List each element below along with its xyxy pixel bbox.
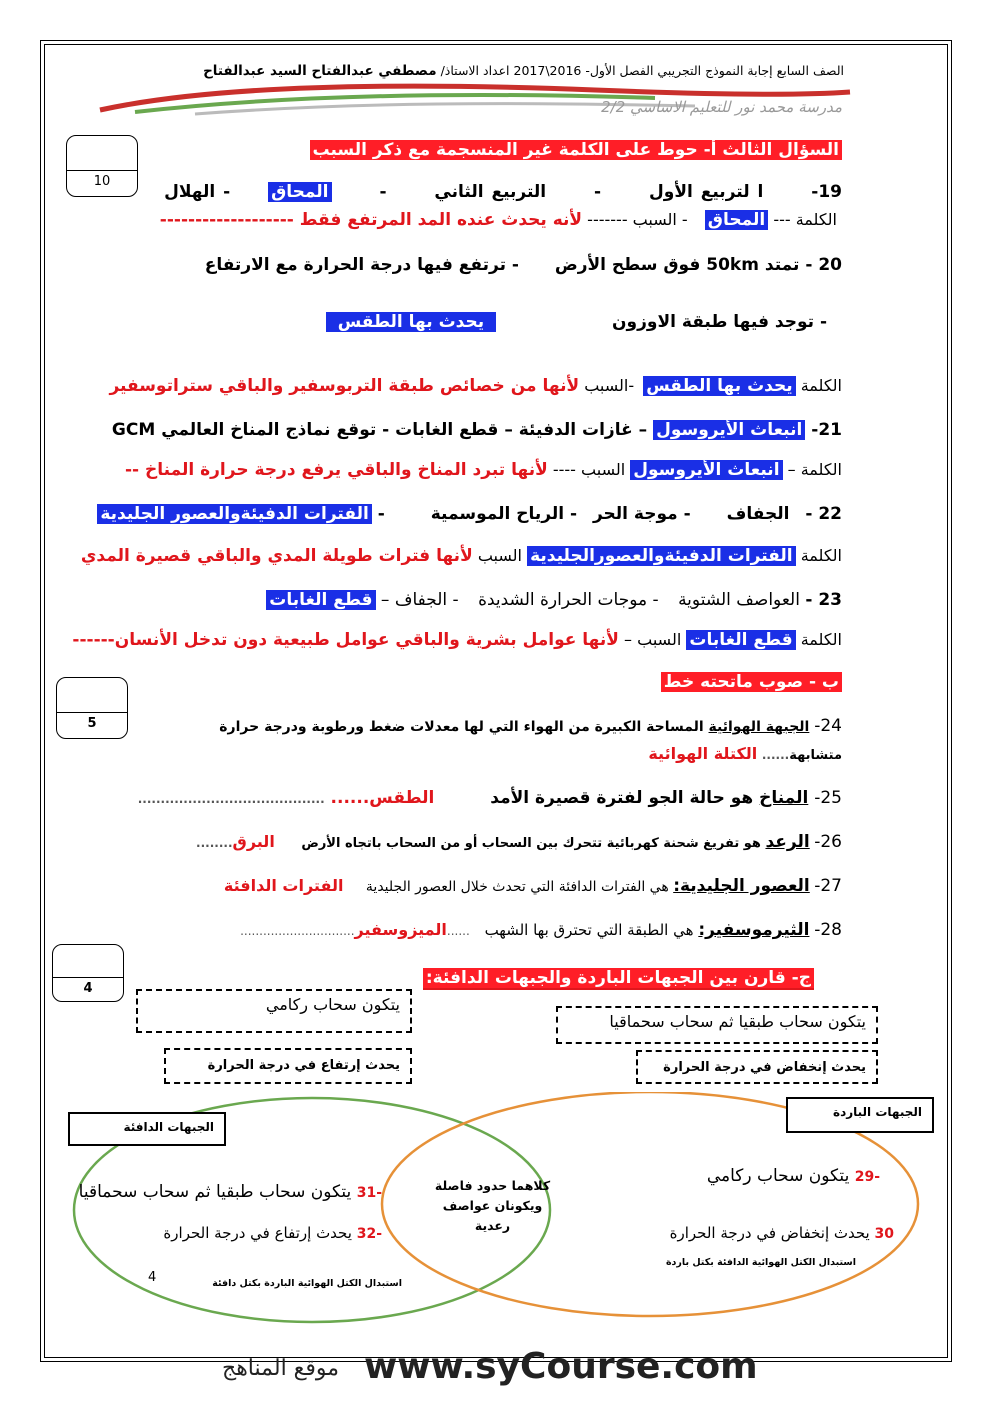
q21-opt3: قطع الغابات	[395, 420, 499, 440]
header-line	[203, 63, 844, 79]
q23-reason-label: السبب –	[624, 630, 682, 649]
q21-number: 21-	[811, 420, 842, 440]
q23-opt3: الجفاف –	[380, 590, 448, 610]
cold-fronts-label	[786, 1097, 934, 1133]
item30-text: يحدث إنخفاض في درجة الحرارة	[669, 1224, 870, 1242]
item31-number: -31	[356, 1185, 382, 1201]
venn-item-29	[707, 1166, 880, 1186]
q26-number: 26-	[814, 832, 842, 852]
q27-number: 27-	[814, 876, 842, 896]
score-box-10	[66, 135, 138, 197]
q28-text: هي الطبقة التي تحترق بها الشهب	[484, 921, 694, 939]
q24-text2: متشابهة	[789, 748, 842, 763]
q19-dash1: -	[594, 182, 602, 202]
drag-box-cumulus[interactable]	[136, 989, 412, 1033]
q22-word-label: الكلمة	[800, 546, 842, 565]
item32-text: يحدث إرتفاع في درجة الحرارة	[163, 1224, 352, 1242]
warm-fronts-label	[68, 1112, 226, 1146]
q27-line	[224, 876, 842, 896]
q22-reason-label: السبب	[477, 546, 522, 565]
q24-text: المساحة الكبيرة من الهواء التي لها معدلات ضغط ورطوبة ودرجة حرارة	[219, 719, 704, 735]
q26-text: هو تفريغ شحنة كهربائية تتحرك بين السحاب أو من السحاب باتجاه الأرض	[301, 836, 761, 851]
item29-text: يتكون سحاب ركامي	[706, 1166, 850, 1186]
school-name: مدرسة محمد نور للتعليم الاساسي 2/2	[601, 98, 842, 116]
q20-reason: لأنها من خصائص طبقة التربوسفير والباقي ستراتوسفير	[109, 376, 580, 396]
q22-opt4: الفترات الدفيئةوالعصور الجليدية	[97, 504, 371, 524]
item31-text: يتكون سحاب طبقيا ثم سحاب سحماقيا	[78, 1182, 352, 1202]
warm-fronts-label-text: الجبهات الدافئة	[123, 1120, 214, 1134]
q25-number: 25-	[814, 788, 842, 808]
q21-word: انبعاث الأيروسول	[630, 460, 782, 480]
q25-term: المناخ	[759, 788, 809, 808]
q24-term: الجبهة الهوائية	[708, 719, 810, 735]
section3-title	[310, 140, 843, 160]
cold-fronts-label-text: الجبهات الباردة	[832, 1105, 922, 1119]
sectionB-title	[661, 672, 842, 692]
q22-reason: لأنها فترات طويلة المدي والباقي قصيرة المدي	[80, 546, 473, 566]
q23-word-label: الكلمة	[800, 630, 842, 649]
drag-box-temp-drop-text: يحدث إنخفاض في درجة الحرارة	[663, 1060, 866, 1075]
q23-opt2: موجات الحرارة الشديدة	[478, 590, 648, 610]
q23-answer	[72, 630, 842, 650]
item32-number: -32	[356, 1226, 382, 1242]
q21-options: 21- انبعاث الأيروسول – غازات الدفيئة – قطع الغابات - توقع نماذج المناخ العالمي GCM	[111, 420, 842, 440]
q19-options	[164, 182, 842, 202]
q19-dash3: -	[223, 182, 231, 202]
q28-term: الثيرموسفير:	[698, 920, 810, 940]
drag-box-stratus[interactable]	[556, 1006, 878, 1044]
q19-word-label: الكلمة ---	[773, 210, 837, 229]
score-box-5	[56, 677, 128, 739]
drag-box-stratus-text: يتكون سحاب طبقيا ثم سحاب سحماقيا	[609, 1012, 866, 1031]
q28-number: 28-	[814, 920, 842, 940]
q25-text: هو حالة الجو لفترة قصيرة الأمد	[490, 788, 754, 808]
q25-line: 25- المناخ هو حالة الجو لفترة قصيرة الأمد الطقس...... .........................................	[137, 788, 842, 808]
teacher-name: مصطفي عبدالفتاح السيد عبدالفتاح	[203, 63, 437, 79]
q19-reason: لأنه يحدث عنده المد المرتفع فقط -------------------	[159, 210, 583, 230]
q24-line	[219, 716, 842, 736]
venn-item-32	[163, 1224, 382, 1242]
venn-item-30-note: استبدال الكتل الهوائية الدافئة بكتل باردة	[665, 1257, 856, 1268]
q21-opt4: توقع نماذج المناخ العالمي GCM	[111, 420, 377, 440]
venn-item-31	[79, 1182, 382, 1202]
sectionC-title	[423, 968, 814, 988]
venn-item-32-note: استبدال الكتل الهوائية الباردة بكتل دافئة	[212, 1278, 402, 1289]
q19-answer	[160, 210, 837, 230]
drag-box-temp-rise-text: يحدث إرتفاع في درجة الحرارة	[207, 1058, 400, 1073]
drag-box-temp-drop[interactable]	[636, 1050, 878, 1084]
header-info: الصف السابع إجابة النموذج التجريبي الفصل الأول- 2016\2017 اعداد الاستاذ/	[440, 63, 844, 78]
q19-number: 19-	[811, 182, 842, 202]
q24-line2: متشابهة...... الكتلة الهوائية	[648, 744, 842, 763]
q20-opt2: - ترتفع فيها درجة الحرارة مع الارتفاع	[204, 255, 519, 275]
q20-answer	[109, 376, 842, 396]
q27-term: العصور الجليدية:	[673, 876, 810, 896]
q21-opt1: انبعاث الأيروسول	[653, 420, 805, 440]
footer-url[interactable]: www.syCourse.com	[364, 1346, 758, 1387]
q20-reason-label: -السبب	[584, 376, 635, 395]
q22-opt2: موجة الحر	[592, 504, 678, 524]
drag-box-cumulus-text: يتكون سحاب ركامي	[265, 995, 400, 1014]
sectionB-title-text: ب - صوب ماتحته خط	[661, 672, 842, 692]
q22-word: الفترات الدفيئةوالعصورالجليدية	[527, 546, 796, 566]
q20-dash: -	[819, 312, 827, 332]
page-number: 4	[148, 1270, 157, 1285]
q27-text: هي الفترات الدافئة التي تحدث خلال العصور الجليدية	[365, 879, 669, 895]
q20-opt4: يحدث بها الطقس	[326, 312, 496, 332]
q25-answer: الطقس......	[330, 788, 435, 808]
q23-opt1: العواصف الشتوية	[678, 590, 800, 610]
q28-line: 28- الثيرموسفير: هي الطبقة التي تحترق بها الشهب ......الميزوسفير..............................	[240, 920, 842, 940]
q26-answer: البرق	[232, 832, 275, 851]
q28-answer: الميزوسفير	[354, 920, 447, 939]
q27-answer: الفترات الدافئة	[223, 876, 344, 895]
q19-word: المحاق	[705, 210, 768, 230]
sectionC-title-text: ج- قارن بين الجبهات الباردة والجبهات الدافئة:	[423, 968, 814, 990]
q21-answer	[125, 460, 842, 480]
item29-number: -29	[854, 1169, 880, 1185]
q19-opt4: الهلال	[164, 182, 216, 202]
q22-number: 22 -	[805, 504, 842, 524]
venn-center: كلاهما حدود فاصلة ويكونان عواصف رعدية	[434, 1178, 551, 1233]
q22-answer	[81, 546, 842, 566]
score-box-4	[52, 944, 124, 1002]
q21-reason-label: السبب ----	[552, 460, 626, 479]
item30-number: 30	[874, 1226, 894, 1242]
q23-reason: لأنها عوامل بشرية والباقي عوامل طبيعية دون تدخل الأنسان------	[72, 630, 619, 650]
score-value: 5	[57, 712, 127, 731]
section3-title-text: السؤال الثالث أ- حوط على الكلمة غير المنسجمة مع ذكر السبب	[310, 140, 843, 160]
q19-dash2: -	[379, 182, 387, 202]
q19-opt1: ا لتربيع الأول	[649, 182, 764, 202]
score-value: 4	[53, 977, 123, 996]
q21-opt2: غازات الدفيئة	[518, 420, 633, 440]
q22-opt1: الجفاف	[726, 504, 790, 524]
q21-reason: لأنها تبرد المناخ والباقي يرفع درجة حرارة المناخ --	[124, 460, 548, 480]
q23-word: قطع الغابات	[686, 630, 795, 650]
q22-opt3: الرياح الموسمية	[430, 504, 565, 524]
q20-line1	[205, 255, 842, 275]
q22-options: 22 - الجفاف - موجة الحر - الرياح الموسمية - الفترات الدفيئةوالعصور الجليدية	[97, 504, 842, 524]
footer	[222, 1346, 782, 1392]
venn-item-30	[670, 1224, 894, 1242]
q21-word-label: الكلمة –	[787, 460, 842, 479]
q20-word-label: الكلمة	[800, 376, 842, 395]
q26-term: الرعد	[765, 832, 810, 852]
q23-number: 23 -	[805, 590, 842, 610]
q24-answer: الكتلة الهوائية	[648, 744, 758, 763]
q20-word: يحدث بها الطقس	[643, 376, 795, 396]
q26-line: 26- الرعد هو تفريغ شحنة كهربائية تتحرك بين السحاب أو من السحاب باتجاه الأرض البرق........	[196, 832, 842, 852]
q20-opt3: توجد فيها طبقة الاوزون	[612, 312, 815, 332]
q19-opt3: المحاق	[268, 182, 331, 202]
q20-number: 20 -	[805, 255, 842, 275]
q19-reason-label: - السبب -------	[587, 210, 688, 229]
q23-options: 23 - العواصف الشتوية - موجات الحرارة الشديدة - الجفاف – قطع الغابات	[266, 590, 842, 610]
q20-opt1: تمتد 50km فوق سطح الأرض	[554, 255, 800, 275]
q23-opt4: قطع الغابات	[266, 590, 375, 610]
q24-number: 24-	[814, 716, 842, 736]
drag-box-temp-rise[interactable]	[164, 1048, 412, 1084]
score-value: 10	[67, 170, 137, 189]
q20-line2	[326, 312, 827, 332]
q19-opt2: التربيع الثاني	[434, 182, 547, 202]
footer-site-name: موقع المناهج	[222, 1356, 340, 1381]
